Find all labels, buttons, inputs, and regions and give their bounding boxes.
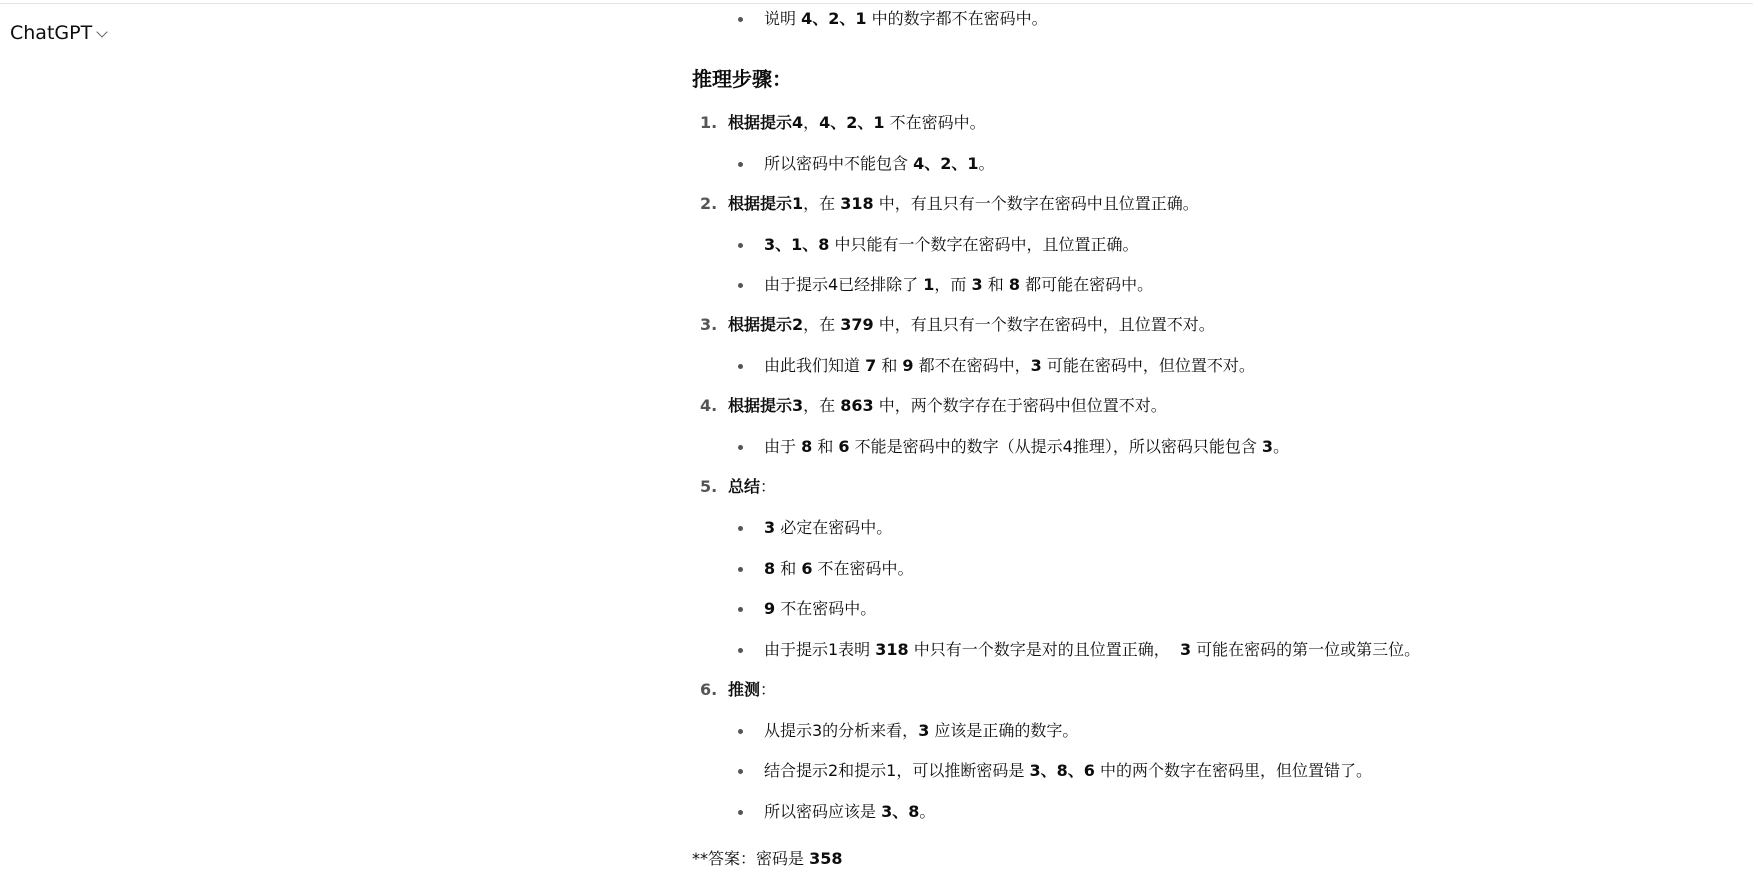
step-text: 总结： [728,477,777,496]
list-item: 说明 4、2、1 中的数字都不在密码中。 [764,9,1048,28]
bullet-icon [738,445,743,450]
list-item: 8 和 6 不在密码中。 [764,559,914,578]
bullet-icon [738,283,743,288]
list-item: 所以密码应该是 3、8。 [764,802,936,821]
list-item: 3、1、8 中只能有一个数字在密码中，且位置正确。 [764,235,1139,254]
step-text: 根据提示2，在 379 中，有且只有一个数字在密码中，且位置不对。 [728,315,1215,334]
step-number: 2. [700,194,718,213]
step-text: 根据提示4，4、2、1 不在密码中。 [728,113,986,132]
list-item: 由此我们知道 7 和 9 都不在密码中，3 可能在密码中，但位置不对。 [764,356,1255,375]
list-item: 从提示3的分析来看，3 应该是正确的数字。 [764,721,1079,740]
step-number: 3. [700,315,718,334]
step-text: 根据提示3，在 863 中，两个数字存在于密码中但位置不对。 [728,396,1167,415]
bullet-icon [738,769,743,774]
list-item: 由于提示1表明 318 中只有一个数字是对的且位置正确， 3 可能在密码的第一位或第三位。 [764,640,1421,659]
list-item: 3 必定在密码中。 [764,518,893,537]
list-item: 由于 8 和 6 不能是密码中的数字（从提示4推理），所以密码只能包含 3。 [764,437,1290,456]
answer-text: **答案：密码是 358 [692,849,843,868]
bullet-icon [738,567,743,572]
app-title: ChatGPT [10,22,93,44]
step-text: 根据提示1，在 318 中，有且只有一个数字在密码中且位置正确。 [728,194,1199,213]
list-item: 所以密码中不能包含 4、2、1。 [764,154,995,173]
bullet-icon [738,243,743,248]
step-number: 1. [700,113,718,132]
list-item: 由于提示4已经排除了 1，而 3 和 8 都可能在密码中。 [764,275,1154,294]
bullet-icon [738,648,743,653]
step-text: 推测： [728,680,777,699]
step-number: 6. [700,680,718,699]
step-number: 4. [700,396,718,415]
bullet-icon [738,810,743,815]
bullet-icon [738,17,743,22]
chevron-down-icon [97,26,108,37]
bullet-icon [738,162,743,167]
list-item: 结合提示2和提示1，可以推断密码是 3、8、6 中的两个数字在密码里，但位置错了。 [764,761,1372,780]
model-selector[interactable] [10,22,106,44]
list-item: 9 不在密码中。 [764,599,877,618]
bullet-icon [738,364,743,369]
bullet-icon [738,526,743,531]
bullet-icon [738,729,743,734]
top-divider [0,3,1753,4]
bullet-icon [738,607,743,612]
step-number: 5. [700,477,718,496]
section-heading: 推理步骤： [692,67,792,91]
